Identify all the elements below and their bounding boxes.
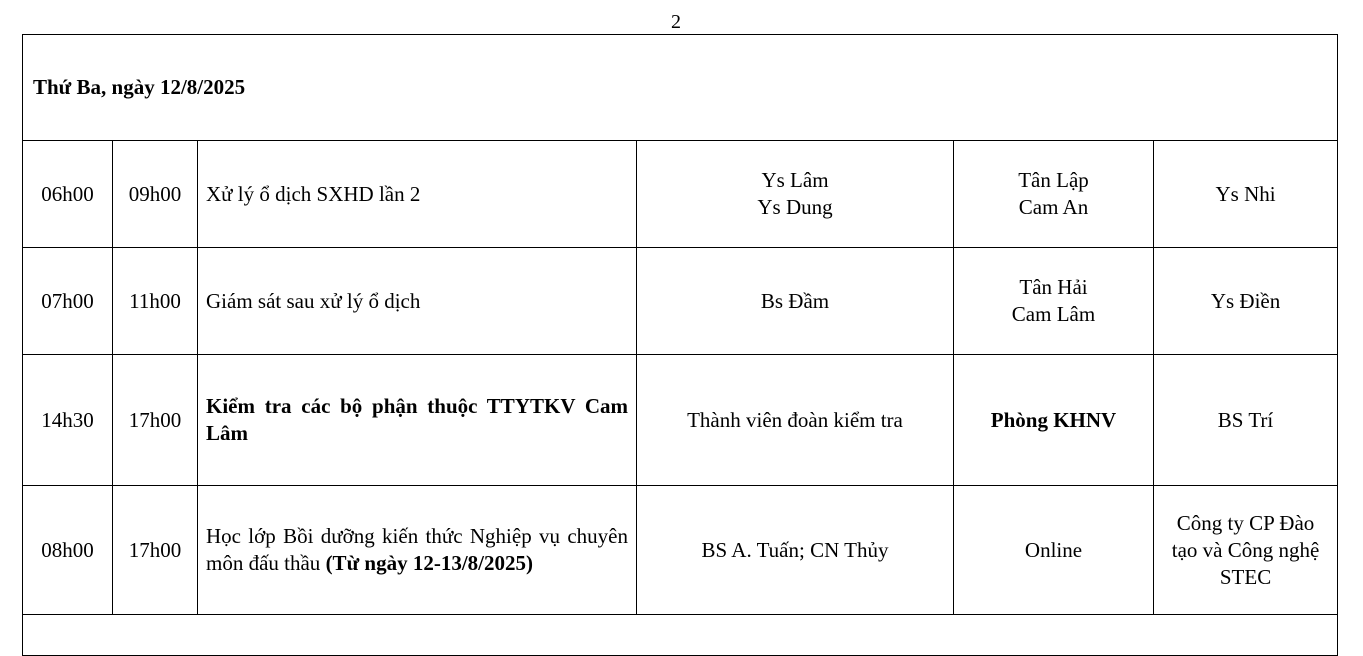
location-line: Cam An [1018,195,1089,219]
participants-cell [637,355,954,486]
page-number: 2 [671,11,681,33]
participants-cell [637,248,954,355]
lead-cell: Công ty CP Đào tạo và Công nghệ STEC [1154,486,1338,615]
start-time: 08h00 [23,486,113,615]
location-cell [954,355,1154,486]
location-line: Cam Lâm [1011,302,1096,326]
start-time: 14h30 [23,355,113,486]
participant: Ys Dung [757,195,833,219]
day-header-row [23,35,1338,141]
participant: Thành viên đoàn kiểm tra [687,407,903,432]
lead-cell: Ys Nhi [1154,141,1338,248]
task-text: Giám sát sau xử lý ổ dịch [206,288,421,313]
task-date-range: (Từ ngày 12-13/8/2025) [325,551,533,575]
participant: Bs Đầm [760,288,830,313]
day-header: Thứ Ba, ngày 12/8/2025 [23,35,1338,141]
table-row [23,141,1338,248]
location-line: Tân Hải [1019,275,1088,299]
location-line: Online [1024,537,1083,562]
task-content [198,141,637,248]
task-text: Xử lý ổ dịch SXHD lần 2 [206,181,421,206]
start-time: 07h00 [23,248,113,355]
start-time: 06h00 [23,141,113,248]
task-content [198,486,637,615]
participant: BS A. Tuấn; CN Thủy [701,537,889,562]
lead-cell: BS Trí [1154,355,1338,486]
task-text: Học lớp Bồi dưỡng kiến thức Nghiệp vụ chuyên môn đấu thầu [206,524,628,575]
participants-cell [637,141,954,248]
lead-cell: Ys Điền [1154,248,1338,355]
task-content [198,248,637,355]
location-cell [954,141,1154,248]
participants-cell [637,486,954,615]
location-cell [954,486,1154,615]
location-cell [954,248,1154,355]
participant: Ys Lâm [761,168,829,192]
task-content [198,355,637,486]
schedule-table [22,34,1338,656]
task-text: Kiểm tra các bộ phận thuộc TTYTKV Cam Lâm [206,394,628,445]
empty-cell [23,615,1338,656]
table-row [23,355,1338,486]
end-time: 11h00 [113,248,198,355]
table-row [23,486,1338,615]
location-line: Tân Lập [1018,168,1089,192]
end-time: 17h00 [113,486,198,615]
end-time: 09h00 [113,141,198,248]
end-time: 17h00 [113,355,198,486]
table-row [23,248,1338,355]
empty-row [23,615,1338,656]
location-line: Phòng KHNV [990,407,1117,432]
